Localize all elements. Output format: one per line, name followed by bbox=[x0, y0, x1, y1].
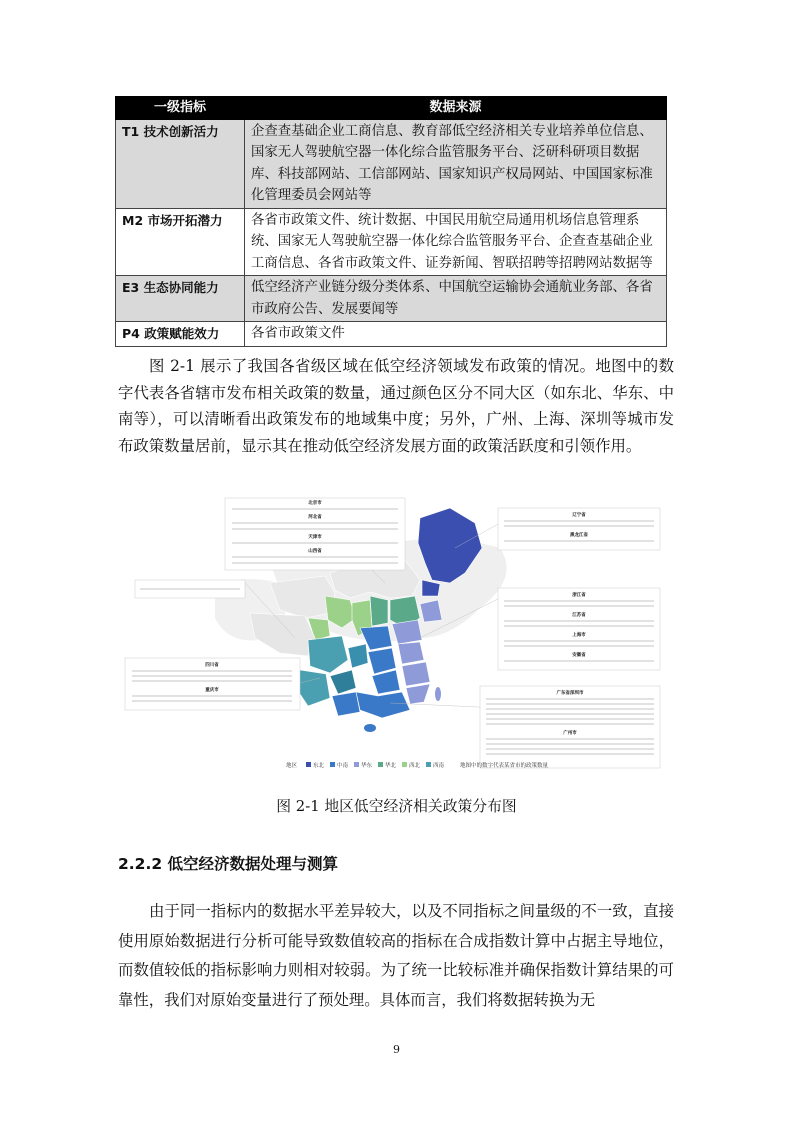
legend-swatch bbox=[354, 762, 359, 767]
callout-title: 河北省 bbox=[308, 515, 322, 520]
table-cell-indicator: P4 政策赋能效力 bbox=[116, 322, 245, 347]
table-cell-indicator: E3 生态协同能力 bbox=[116, 276, 245, 322]
callout-title: 黑龙江省 bbox=[570, 533, 588, 538]
table-header-indicator: 一级指标 bbox=[116, 97, 245, 120]
body-paragraph: 由于同一指标内的数据水平差异较大，以及不同指标之间量级的不一致，直接使用原始数据进行分析可能导致数值较高的指标在合成指数计算中占据主导地位，而数值较低的指标影响力则相对较弱。为了统一比较标准并确保指数计算结果的可靠性，我们对原始变量进行了预处理。具体而言，我们将数据转换为无 bbox=[118, 902, 674, 1009]
callout-title: 浙江省 bbox=[572, 593, 586, 598]
body-paragraph: 图 2-1 展示了我国各省级区域在低空经济领域发布政策的情况。地图中的数字代表各省辖市发布相关政策的数量，通过颜色区分不同大区（如东北、华东、中南等），可以清晰看出政策发布的地域集中度；另外，广州、上海、深圳等城市发布政策数量居前，显示其在推动低空经济发展方面的政策活跃度和引领作用。 bbox=[118, 357, 674, 455]
table-cell-source: 低空经济产业链分级分类体系、中国航空运输协会通航业务部、各省市政府公告、发展要闻等 bbox=[245, 276, 667, 322]
callout-title: 江苏省 bbox=[572, 613, 586, 618]
callout-title: 安徽省 bbox=[572, 653, 586, 658]
callout-title: 天津市 bbox=[308, 535, 322, 540]
table-cell-source: 企查查基础企业工商信息、教育部低空经济相关专业培养单位信息、国家无人驾驶航空器一体化综合监管服务平台、泛研科研项目数据库、科技部网站、工信部网站、国家知识产权局网站、中国国家标准化管理委员会网站等 bbox=[245, 119, 667, 208]
table-cell-source: 各省市政策文件 bbox=[245, 322, 667, 347]
legend-swatch bbox=[306, 762, 311, 767]
callout-north bbox=[225, 498, 405, 570]
legend-swatch bbox=[330, 762, 335, 767]
data-source-table bbox=[115, 96, 667, 347]
policy-map-figure bbox=[120, 488, 668, 778]
callout-southwest bbox=[125, 658, 300, 710]
callout-northeast bbox=[498, 508, 660, 550]
callout-title: 辽宁省 bbox=[572, 513, 586, 518]
legend-item: 华北 bbox=[385, 763, 397, 769]
callout-title: 上海市 bbox=[572, 633, 586, 638]
legend-label: 地区 bbox=[286, 763, 298, 769]
table-cell-indicator: M2 市场开拓潜力 bbox=[116, 208, 245, 276]
legend-item: 西北 bbox=[409, 763, 421, 769]
legend-swatch bbox=[426, 762, 431, 767]
table-row bbox=[116, 208, 667, 276]
figure-caption: 图 2-1 地区低空经济相关政策分布图 bbox=[276, 798, 517, 815]
table-row bbox=[116, 276, 667, 322]
section-heading: 2.2.2 低空经济数据处理与测算 bbox=[118, 855, 339, 873]
callout-title: 山西省 bbox=[308, 549, 322, 554]
table-cell-indicator: T1 技术创新活力 bbox=[116, 119, 245, 208]
map-legend bbox=[286, 761, 549, 769]
legend-item: 华东 bbox=[361, 763, 373, 769]
callout-east bbox=[498, 588, 660, 670]
callout-title: 四川省 bbox=[205, 663, 219, 668]
table-header-source: 数据来源 bbox=[245, 97, 667, 120]
legend-note: 地图中的数字代表某省市的政策数量 bbox=[460, 763, 549, 769]
table-row bbox=[116, 322, 667, 347]
table-cell-source: 各省市政策文件、统计数据、中国民用航空局通用机场信息管理系统、国家无人驾驶航空器一体化综合监管服务平台、企查查基础企业工商信息、各省市政策文件、证券新闻、智联招聘等招聘网站数据等 bbox=[245, 208, 667, 276]
callout-title: 北京市 bbox=[308, 501, 322, 506]
callout-title: 广州市 bbox=[563, 731, 577, 736]
legend-item: 西南 bbox=[433, 763, 445, 769]
legend-swatch bbox=[402, 762, 407, 767]
callout-guangdong bbox=[480, 686, 660, 768]
legend-item: 中南 bbox=[337, 763, 349, 769]
legend-item: 东北 bbox=[313, 763, 325, 769]
page-number: 9 bbox=[393, 1043, 400, 1056]
callout-tibet bbox=[135, 580, 245, 598]
callout-title: 广东省深圳市 bbox=[556, 691, 584, 696]
legend-swatch bbox=[378, 762, 383, 767]
table-row bbox=[116, 119, 667, 208]
callout-title: 重庆市 bbox=[205, 688, 219, 693]
policy-map bbox=[120, 488, 668, 778]
